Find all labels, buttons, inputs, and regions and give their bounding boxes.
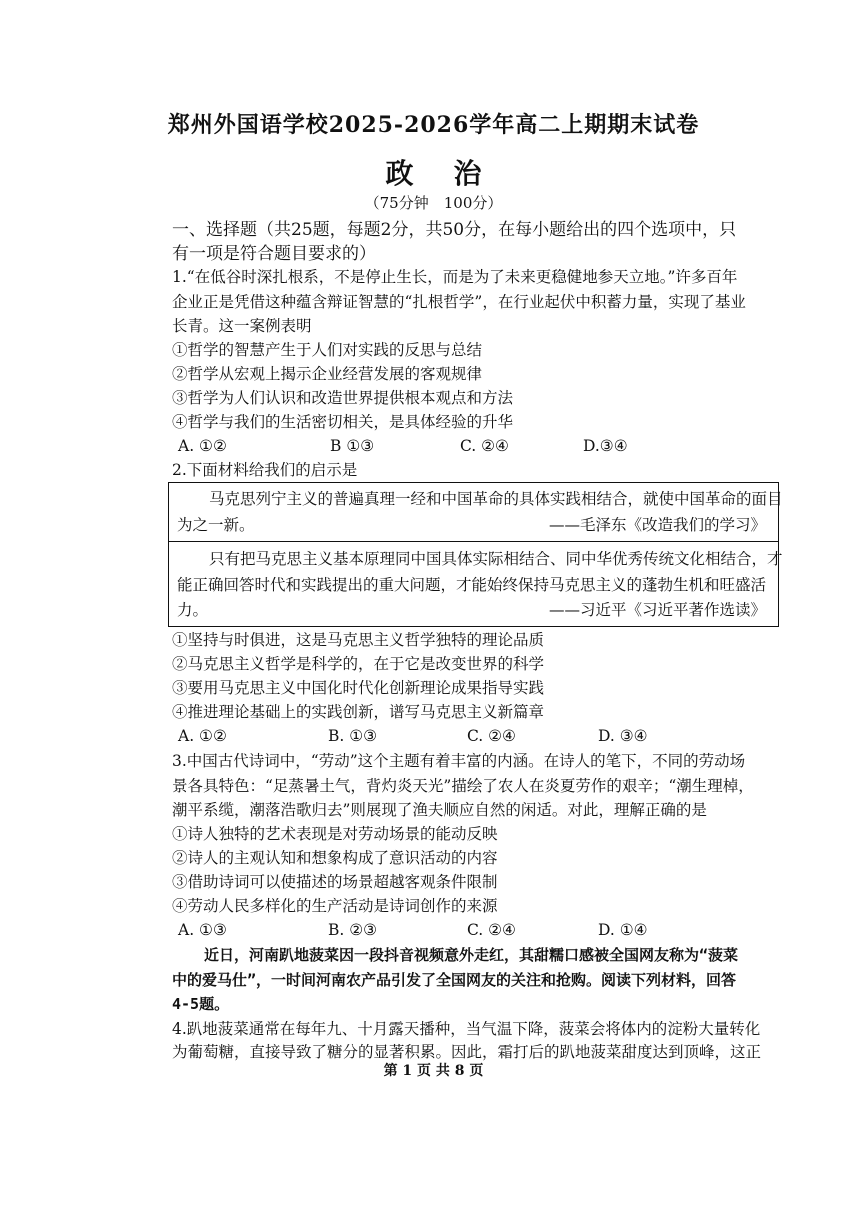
q3-stem-line1: 3.中国古代诗词中，“劳动”这个主题有着丰富的内涵。在诗人的笔下，不同的劳动场 [172,752,746,770]
q1-item-1: ①哲学的智慧产生于人们对实践的反思与总结 [172,341,483,359]
q3-option-b: B. ②③ [328,921,378,939]
q4-stem-line2: 为葡萄糖，直接导致了糖分的显著积累。因此，霜打后的趴地菠菜甜度达到顶峰，这正 [172,1043,762,1061]
q2-box2-source: ——习近平《习近平著作选读》 [548,601,766,619]
q3-option-a: A. ①③ [178,921,227,939]
q2-box1-line2: 为之一新。 [177,516,255,534]
q2-stem: 2.下面材料给我们的启示是 [172,461,358,479]
q1-stem-line2: 企业正是凭借这种蕴含辩证智慧的“扎根哲学”，在行业起伏中积蓄力量，实现了基业 [172,293,746,311]
q2-box1-line1: 马克思列宁主义的普遍真理一经和中国革命的具体实践相结合，就使中国革命的面目 [209,490,783,508]
q1-option-a: A. ①② [178,437,227,455]
material-line2: 中的爱马仕”，一时间河南农产品引发了全国网友的关注和抢购。阅读下列材料，回答 [172,971,737,989]
q1-stem-line3: 长青。这一案例表明 [172,317,312,335]
q4-stem-line1: 4.趴地菠菜通常在每年九、十月露天播种，当气温下降，菠菜会将体内的淀粉大量转化 [172,1020,761,1038]
q1-item-3: ③哲学为人们认识和改造世界提供根本观点和方法 [172,389,514,407]
q1-item-4: ④哲学与我们的生活密切相关，是具体经验的升华 [172,413,514,431]
q3-item-4: ④劳动人民多样化的生产活动是诗词创作的来源 [172,897,498,915]
page-footer: 第 1 页 共 8 页 [383,1063,484,1079]
q1-option-d: D.③④ [583,437,628,455]
q2-box2-line1: 只有把马克思主义基本原理同中国具体实际相结合、同中华优秀传统文化相结合，才 [209,550,783,568]
q2-option-c: C. ②④ [467,727,516,745]
q2-item-2: ②马克思主义哲学是科学的，在于它是改变世界的科学 [172,655,545,673]
q2-option-a: A. ①② [178,727,227,745]
q2-box1-source: ——毛泽东《改造我们的学习》 [548,516,766,534]
q3-item-1: ①诗人独特的艺术表现是对劳动场景的能动反映 [172,825,498,843]
exam-title: 郑州外国语学校2025-2026学年高二上期期末试卷 [167,112,700,138]
q3-stem-line3: 潮平系缆，潮落浩歌归去”则展现了渔夫顺应自然的闲适。对此，理解正确的是 [172,801,707,819]
q1-option-c: C. ②④ [460,437,509,455]
q2-option-d: D. ③④ [598,727,648,745]
q1-option-b: B ①③ [330,437,375,455]
material-line3: 4-5题。 [172,995,230,1013]
q2-box2-line2: 能正确回答时代和实践提出的重大问题，才能始终保持马克思主义的蓬勃生机和旺盛活 [177,576,767,594]
q2-item-3: ③要用马克思主义中国化时代化创新理论成果指导实践 [172,679,545,697]
q2-option-b: B. ①③ [328,727,378,745]
q2-box2-line3: 力。 [177,601,209,619]
subject-title: 政治 [385,157,522,190]
section-heading-line1: 一、选择题（共25题，每题2分，共50分，在每小题给出的四个选项中，只 [172,220,737,240]
q1-stem-line1: 1.“在低谷时深扎根系，不是停止生长，而是为了未来更稳健地参天立地。”许多百年 [172,268,738,286]
q3-item-3: ③借助诗词可以使描述的场景超越客观条件限制 [172,873,498,891]
q1-item-2: ②哲学从宏观上揭示企业经营发展的客观规律 [172,365,483,383]
q3-option-c: C. ②④ [467,921,516,939]
q3-option-d: D. ①④ [598,921,648,939]
q2-item-4: ④推进理论基础上的实践创新，谱写马克思主义新篇章 [172,703,545,721]
q2-material-box-1 [168,482,783,542]
q2-item-1: ①坚持与时俱进，这是马克思主义哲学独特的理论品质 [172,631,545,649]
material-line1: 近日，河南趴地菠菜因一段抖音视频意外走红，其甜糯口感被全国网友称为“菠菜 [204,946,739,964]
q2-material-box-2 [168,541,783,627]
section-heading-line2: 有一项是符合题目要求的） [172,244,376,264]
q3-item-2: ②诗人的主观认知和想象构成了意识活动的内容 [172,849,498,867]
q3-stem-line2: 景各具特色：“足蒸暑土气，背灼炎天光”描绘了农人在炎夏劳作的艰辛；“潮生理棹， [172,777,754,795]
exam-duration: （75分钟 100分） [364,194,503,212]
